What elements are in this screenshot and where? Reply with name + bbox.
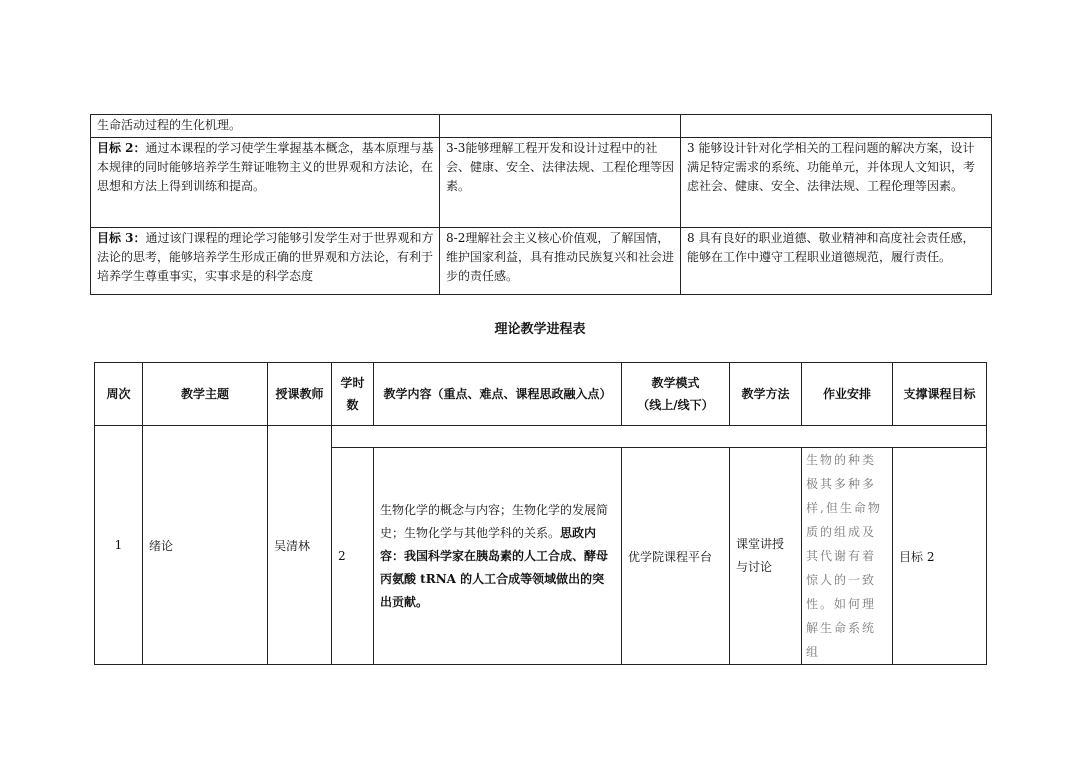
schedule-table xyxy=(94,362,987,665)
header-mode-line2: （线上/线下） xyxy=(637,398,714,412)
objective-cell xyxy=(91,228,440,295)
homework-cell: 生物的种类极其多种多样,但生命物质的组成及其代谢有着惊人的一致性。如何理解生命系统组 xyxy=(802,448,893,665)
header-mode-line1: 教学模式 xyxy=(651,376,700,390)
content-ideology: 思政内容：我国科学家在胰岛素的人工合成、酵母丙氨酸 tRNA 的人工合成等领域做出的突出贡献。 xyxy=(380,525,609,609)
objectives-row-1 xyxy=(91,138,992,228)
header-content: 教学内容（重点、难点、课程思政融入点） xyxy=(374,363,622,426)
objective-label: 目标 3： xyxy=(97,231,146,245)
content-plain: 生物化学的概念与内容；生物化学的发展简史；生物化学与其他学科的关系。 xyxy=(380,502,609,540)
header-mode xyxy=(622,363,730,426)
objective-cell: 生命活动过程的生化机理。 xyxy=(91,115,440,138)
objective-text: 通过该门课程的理论学习能够引发学生对于世界观和方法论的思考，能够培养学生形成正确的世界观和方法论，有利于培养学生尊重事实，实事求是的科学态度 xyxy=(97,231,434,283)
mode-cell: 优学院课程平台 xyxy=(622,448,730,665)
header-homework: 作业安排 xyxy=(802,363,893,426)
requirement-cell: 8 具有良好的职业道德、敬业精神和高度社会责任感，能够在工作中遵守工程职业道德规范，履行责任。 xyxy=(681,228,992,295)
goal-cell: 目标 2 xyxy=(893,448,987,665)
schedule-spacer-row xyxy=(95,426,987,448)
indicator-cell xyxy=(440,115,681,138)
objective-text: 通过本课程的学习使学生掌握基本概念，基本原理与基本规律的同时能够培养学生辩证唯物主义的世界观和方法论，在思想和方法上得到训练和提高。 xyxy=(97,141,434,193)
schedule-header-row xyxy=(95,363,987,426)
blank-cell xyxy=(332,426,987,448)
week-cell: 1 xyxy=(95,426,143,665)
objective-label: 目标 2： xyxy=(97,141,146,155)
requirement-cell xyxy=(681,115,992,138)
hours-cell: 2 xyxy=(332,448,374,665)
indicator-cell: 8-2理解社会主义核心价值观，了解国情，维护国家利益，具有推动民族复兴和社会进步的责任感。 xyxy=(440,228,681,295)
objective-cell xyxy=(91,138,440,228)
requirement-cell: 3 能够设计针对化学相关的工程问题的解决方案，设计满足特定需求的系统、功能单元，并体现人文知识，考虑社会、健康、安全、法律法规、工程伦理等因素。 xyxy=(681,138,992,228)
objectives-row-2 xyxy=(91,228,992,295)
header-week: 周次 xyxy=(95,363,143,426)
objectives-row-0 xyxy=(91,115,992,138)
method-cell: 课堂讲授与讨论 xyxy=(730,448,802,665)
header-teacher: 授课教师 xyxy=(268,363,332,426)
topic-cell: 绪论 xyxy=(143,426,268,665)
indicator-cell: 3-3能够理解工程开发和设计过程中的社会、健康、安全、法律法规、工程伦理等因素。 xyxy=(440,138,681,228)
header-method: 教学方法 xyxy=(730,363,802,426)
header-goal: 支撑课程目标 xyxy=(893,363,987,426)
objectives-table xyxy=(90,114,992,295)
header-hours: 学时数 xyxy=(332,363,374,426)
teacher-cell: 吴清林 xyxy=(268,426,332,665)
header-topic: 教学主题 xyxy=(143,363,268,426)
schedule-title: 理论教学进程表 xyxy=(494,322,586,337)
content-cell xyxy=(374,448,622,665)
